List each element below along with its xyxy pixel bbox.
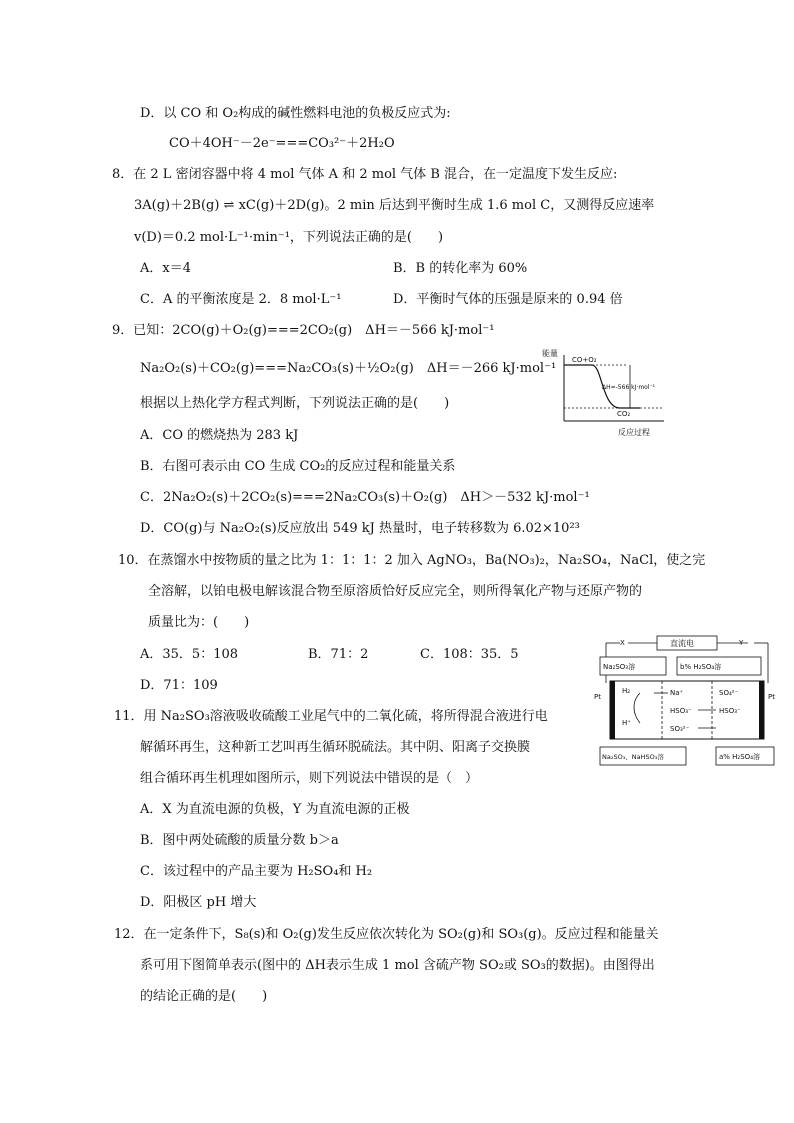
electrolysis-diagram [592,633,782,771]
ion-h2: H₂ [622,687,631,695]
ion-hso3-right: HSO₃⁻ [719,707,741,715]
electrolysis-x-label: X [620,639,625,647]
q10-option-c: C．108：35．5 [420,647,519,662]
q7-option-d-equation: CO＋4OH⁻－2e⁻===CO₃²⁻＋2H₂O [169,136,395,151]
energy-bottom-label: CO₂ [617,410,631,418]
ion-so4: SO₄²⁻ [719,689,739,697]
q8-option-a: A．x＝4 [140,261,191,276]
q10-option-d: D．71：109 [140,678,218,693]
q8-stem-line1: 8．在 2 L 密闭容器中将 4 mol 气体 A 和 2 mol 气体 B 混合，在一定温度下发生反应: [112,167,618,182]
q11-option-c: C．该过程中的产品主要为 H₂SO₄和 H₂ [140,864,373,879]
q10-stem-line1: 10．在蒸馏水中按物质的量之比为 1：1：1：2 加入 AgNO₃，Ba(NO₃)₂，Na₂SO₄，NaCl，使之完 [118,553,706,568]
q8-option-c: C．A 的平衡浓度是 2．8 mol·L⁻¹ [140,292,342,307]
q8-option-d: D．平衡时气体的压强是原来的 0.94 倍 [393,292,623,307]
q12-stem-line1: 12．在一定条件下，S₈(s)和 O₂(g)发生反应依次转化为 SO₂(g)和 SO₃(g)。反应过程和能量关 [114,927,659,942]
q11-stem-line1: 11．用 Na₂SO₃溶液吸收硫酸工业尾气中的二氧化硫，将所得混合液进行电 [114,709,548,724]
q11-option-a: A．X 为直流电源的负极，Y 为直流电源的正极 [140,802,410,817]
q12-stem-line3: 的结论正确的是( ) [140,989,268,1004]
energy-top-label: CO+O₂ [572,356,597,364]
right-electrode [759,681,764,739]
pt-right-label: Pt [768,693,775,701]
pt-left-label: Pt [594,693,601,701]
q9-stem-line1: 9．已知：2CO(g)＋O₂(g)===2CO₂(g) ΔH＝－566 kJ·mol⁻¹ [112,323,495,338]
ion-na: Na⁺ [670,689,684,697]
energy-xlabel: 反应过程 [618,428,650,437]
q11-option-b: B．图中两处硫酸的质量分数 b＞a [140,833,339,848]
top-right-solution-label: b% H₂SO₄溶 [680,663,722,671]
q9-option-c: C．2Na₂O₂(s)＋2CO₂(s)===2Na₂CO₃(s)＋O₂(g) ΔH＞－532 kJ·mol⁻¹ [140,490,590,505]
q9-option-b: B．右图可表示由 CO 生成 CO₂的反应过程和能量关系 [140,459,456,474]
q10-stem-line3: 质量比为：( ) [148,615,250,630]
q8-stem-line3: v(D)＝0.2 mol·L⁻¹·min⁻¹，下列说法正确的是( ) [134,230,444,245]
q7-option-d: D．以 CO 和 O₂构成的碱性燃料电池的负极反应式为: [140,106,451,121]
bottom-right-solution-label: a% H₂SO₄溶 [719,753,760,761]
q8-option-b: B．B 的转化率为 60% [393,261,528,276]
q10-option-b: B．71：2 [308,647,369,662]
electrolysis-y-label: Y [739,639,744,647]
dc-power-label: 直流电 [670,639,694,648]
q9-stem-line2: Na₂O₂(s)＋CO₂(g)===Na₂CO₃(s)＋½O₂(g) ΔH＝－266 kJ·mol⁻¹ [140,361,557,376]
q8-stem-line2: 3A(g)＋2B(g) ⇌ xC(g)＋2D(g)。2 min 后达到平衡时生成 1.6 mol C，又测得反应速率 [134,198,655,213]
q10-stem-line2: 全溶解，以铂电极电解该混合物至原溶质恰好反应完全，则所得氧化产物与还原产物的 [148,584,643,599]
q9-stem-line3: 根据以上热化学方程式判断，下列说法正确的是( ) [140,396,450,411]
energy-delta-label: ΔH=-566 kJ·mol⁻¹ [602,384,656,391]
q10-option-a: A．35．5：108 [140,647,239,662]
ion-so3: SO₃²⁻ [670,725,690,733]
energy-diagram [540,345,670,440]
bottom-left-solution-label: Na₂SO₃、NaHSO₃溶 [602,753,664,761]
energy-ylabel: 能量 [542,349,558,358]
ion-hso3-mid: HSO₃⁻ [670,707,692,715]
q12-stem-line2: 系可用下图简单表示(图中的 ΔH表示生成 1 mol 含硫产物 SO₂或 SO₃的数据)。由图得出 [140,958,655,973]
q9-option-a: A．CO 的燃烧热为 283 kJ [140,428,299,443]
left-electrode [610,681,615,739]
q11-option-d: D．阳极区 pH 增大 [140,895,257,910]
q9-option-d: D．CO(g)与 Na₂O₂(s)反应放出 549 kJ 热量时，电子转移数为 6.02×10²³ [140,521,580,536]
ion-h: H⁺ [622,719,631,727]
q11-stem-line2: 解循环再生，这种新工艺叫再生循环脱硫法。其中阴、阳离子交换膜 [140,740,531,755]
top-left-solution-label: Na₂SO₃溶 [603,663,636,671]
q11-stem-line3: 组合循环再生机理如图所示，则下列说法中错误的是（ ） [140,771,479,786]
